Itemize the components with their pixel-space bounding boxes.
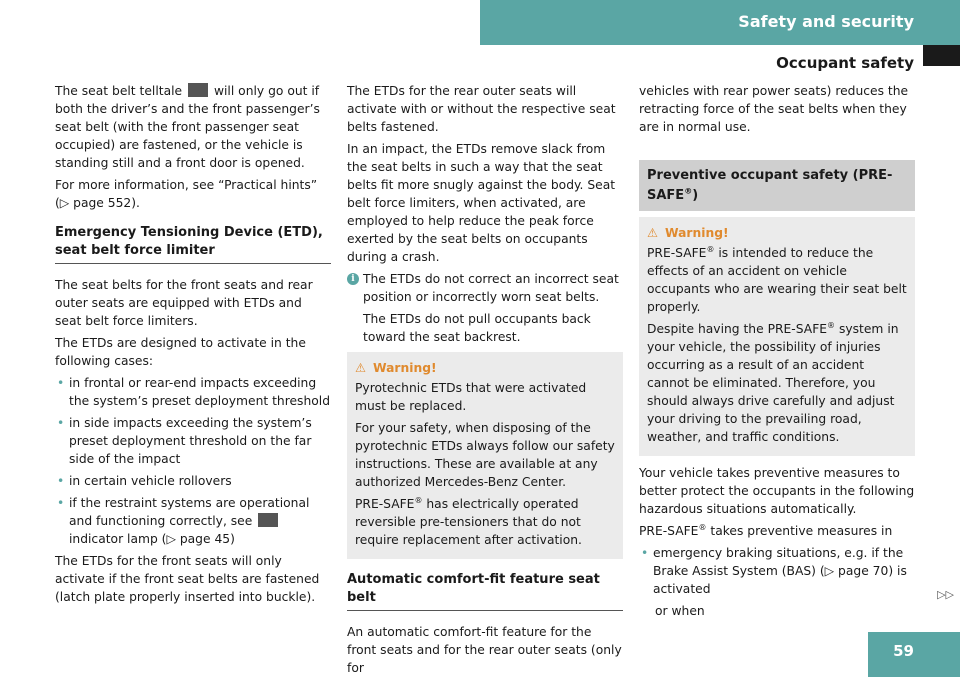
paragraph: The seat belt telltale will only go out if both the driver’s and the front passenger’s seat belt (with the front passenger seat occupied) are fastened, or the vehicle is standing still and a front door is opened. <box>55 84 320 170</box>
paragraph: Your vehicle takes preventive measures to better protect the occupants in the following hazardous situations automatically. <box>639 466 915 516</box>
list-item: • in frontal or rear-end impacts exceeding the system’s preset deployment threshold <box>57 376 331 408</box>
list-item: • emergency braking situations, e.g. if the Brake Assist System (BAS) (▷ page 70) is activated <box>641 546 907 596</box>
seat-belt-telltale-icon <box>188 83 208 97</box>
paragraph: vehicles with rear power seats) reduces the retracting force of the seat belts when they are in normal use. <box>639 84 909 134</box>
restraint-indicator-icon <box>258 513 278 527</box>
paragraph: The ETDs for the front seats will only activate if the front seat belts are fastened (latch plate properly inserted into buckle). <box>55 554 320 604</box>
info-icon: i <box>347 273 359 285</box>
header-band <box>480 0 960 45</box>
bullet-list <box>639 544 915 598</box>
column-3 <box>639 82 915 624</box>
bullet-icon: • <box>641 546 649 560</box>
bullet-icon: • <box>57 416 65 430</box>
paragraph: PRE-SAFE® is intended to reduce the effects of an accident on vehicle occupants who are wearing their seat belt properly. <box>647 244 907 314</box>
bullet-icon: • <box>57 474 65 488</box>
page-number: 59 <box>893 642 914 660</box>
paragraph: The ETDs for the rear outer seats will activate with or without the respective seat belts fastened. <box>347 84 616 134</box>
paragraph: For your safety, when disposing of the pyrotechnic ETDs always follow our safety instructions. These are available at any authorized Mercedes-Benz Center. <box>355 421 615 489</box>
paragraph: PRE-SAFE® has electrically operated reversible pre-tensioners that do not require replacement after activation. <box>355 495 582 547</box>
paragraph: In an impact, the ETDs remove slack from the seat belts in such a way that the seat belts fit more snugly against the body. Seat belt force limiters, when activated, are employed to help reduce the peak force exerted by the seat belts on occupants during a crash. <box>347 142 616 264</box>
registered-mark: ® <box>706 244 715 254</box>
paragraph: The seat belts for the front seats and rear outer seats are equipped with ETDs and seat belt force limiters. <box>55 278 313 328</box>
registered-mark: ® <box>827 320 836 330</box>
warning-box <box>639 217 915 456</box>
paragraph: PRE-SAFE® takes preventive measures in <box>639 522 893 538</box>
bullet-icon: • <box>57 376 65 390</box>
paragraph: Despite having the PRE-SAFE® system in your vehicle, the possibility of injuries occurring as a result of an accident cannot be eliminated. Therefore, you should always drive carefully and adjust your driving to the prevailing road, weather, and traffic conditions. <box>647 320 899 444</box>
paragraph: For more information, see “Practical hints” (▷ page 552). <box>55 178 318 210</box>
info-note: i The ETDs do not correct an incorrect seat position or incorrectly worn seat belts. <box>347 270 623 306</box>
warning-title: ⚠ Warning! <box>647 226 729 240</box>
info-note-continued: The ETDs do not pull occupants back toward the seat backrest. <box>363 312 591 344</box>
column-2 <box>347 82 623 681</box>
list-item: • in certain vehicle rollovers <box>57 474 232 488</box>
warning-box <box>347 352 623 559</box>
warning-icon: ⚠ <box>355 361 367 375</box>
paragraph: Pyrotechnic ETDs that were activated must be replaced. <box>355 381 587 413</box>
column-1 <box>55 82 331 610</box>
warning-title: ⚠ Warning! <box>355 361 437 375</box>
warning-icon: ⚠ <box>647 226 659 240</box>
bullet-list <box>55 374 331 548</box>
section-heading-etd: Emergency Tensioning Device (ETD), seat belt force limiter <box>55 224 331 264</box>
bullet-icon: • <box>57 496 65 510</box>
paragraph: The ETDs are designed to activate in the following cases: <box>55 336 306 368</box>
subsection-title: Occupant safety <box>776 54 914 72</box>
or-when: or when <box>655 604 705 618</box>
list-item: • in side impacts exceeding the system’s preset deployment threshold on the far side of the impact <box>57 416 312 466</box>
section-heading-comfort-fit: Automatic comfort-fit feature seat belt <box>347 571 623 611</box>
continue-arrow-icon: ▷▷ <box>937 589 954 601</box>
registered-mark: ® <box>698 522 707 532</box>
list-item: • if the restraint systems are operational and functioning correctly, see indicator lamp (▷ page 45) <box>57 496 310 546</box>
section-heading-pre-safe: Preventive occupant safety (PRE-SAFE®) <box>639 160 915 211</box>
paragraph: An automatic comfort-fit feature for the front seats and for the rear outer seats (only for <box>347 625 622 675</box>
registered-mark: ® <box>414 495 423 505</box>
corner-marker <box>923 45 960 66</box>
section-title: Safety and security <box>738 12 914 31</box>
registered-mark: ® <box>684 186 693 196</box>
page-number-box <box>868 632 960 677</box>
